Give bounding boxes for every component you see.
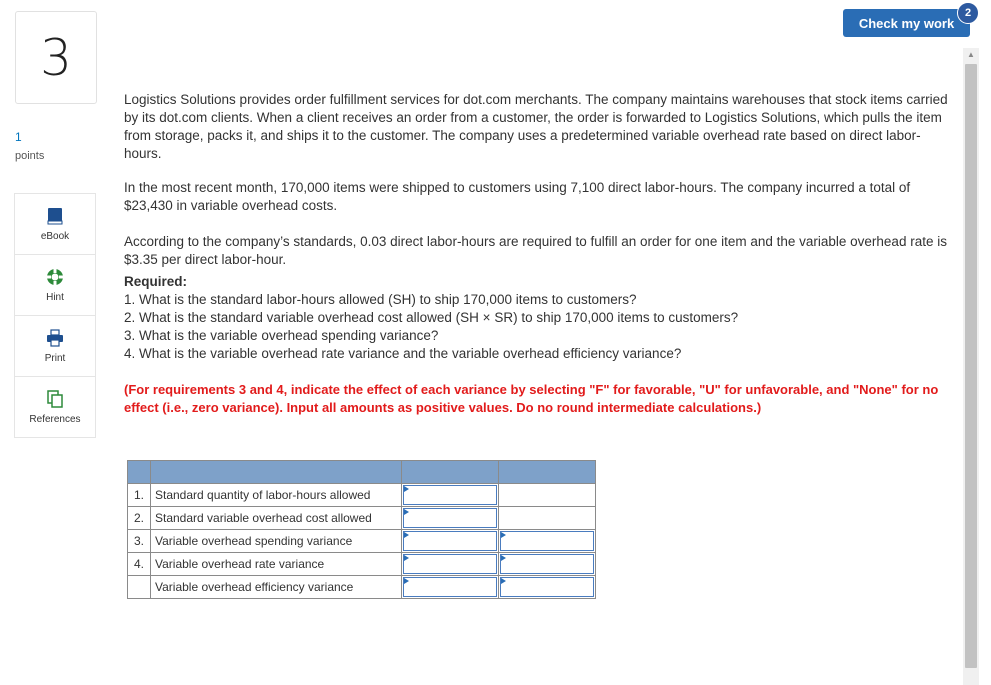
points-value: 1 [15, 130, 22, 144]
effect-select[interactable] [499, 553, 596, 576]
scrollbar-thumb[interactable] [965, 64, 977, 668]
table-row [128, 484, 596, 507]
table-header-row [128, 461, 596, 484]
problem-paragraph-3: According to the company’s standards, 0.03 direct labor-hours are required to fulfill an order for one item and the variable overhead rate is $3.35 per direct labor-hour. [124, 233, 947, 267]
row-number: 1. [128, 484, 151, 507]
problem-paragraph-1: Logistics Solutions provides order fulfillment services for dot.com merchants. The company maintains warehouses that stock items carried by its dot.com clients. When a client receives an order from a customer, the order is forwarded to Logistics Solutions, which pulls the item from storage, packs it, and ships it to the customer. The company uses a predetermined variable overhead rate based on direct labor-hours. [124, 91, 948, 161]
hint-label: Hint [46, 292, 64, 303]
effect-select[interactable] [499, 530, 596, 553]
amount-input[interactable] [402, 553, 499, 576]
problem-paragraph-2: In the most recent month, 170,000 items were shipped to customers using 7,100 direct labor-hours. The company incurred a total of $23,430 in variable overhead costs. [124, 179, 911, 213]
requirement-item: 4. What is the variable overhead rate variance and the variable overhead efficiency variance? [124, 346, 682, 361]
row-label: Variable overhead rate variance [151, 553, 402, 576]
row-label: Variable overhead efficiency variance [151, 576, 402, 599]
requirement-item: 1. What is the standard labor-hours allowed (SH) to ship 170,000 items to customers? [124, 292, 637, 307]
question-number-box [15, 11, 97, 104]
effect-select[interactable] [499, 576, 596, 599]
row-label: Variable overhead spending variance [151, 530, 402, 553]
row-label: Standard quantity of labor-hours allowed [151, 484, 402, 507]
lifebuoy-icon [45, 267, 65, 287]
instruction-note: (For requirements 3 and 4, indicate the effect of each variance by selecting "F" for favorable, "U" for unfavorable, and "None" for no effect (i.e., zero variance). Input all amounts as positive values. Do no round intermediate calculations.) [124, 382, 939, 415]
references-button[interactable] [14, 376, 96, 438]
points-label: points [15, 150, 45, 162]
table-row [128, 576, 596, 599]
empty-cell [499, 507, 596, 530]
requirement-item: 2. What is the standard variable overhead cost allowed (SH × SR) to ship 170,000 items to customers? [124, 310, 739, 325]
documents-icon [45, 389, 65, 409]
table-row [128, 553, 596, 576]
question-number: 3 [40, 28, 72, 87]
print-label: Print [44, 353, 66, 364]
references-label: References [29, 414, 81, 425]
scroll-up-icon[interactable]: ▲ [967, 50, 975, 59]
answer-table [127, 460, 596, 599]
requirement-item: 3. What is the variable overhead spending variance? [124, 328, 439, 343]
ebook-label: eBook [40, 231, 70, 242]
row-number [128, 576, 151, 599]
table-row [128, 530, 596, 553]
row-number: 4. [128, 553, 151, 576]
attempts-badge: 2 [957, 2, 979, 24]
print-button[interactable] [14, 315, 96, 376]
requirements [124, 273, 956, 363]
row-number: 3. [128, 530, 151, 553]
row-label: Standard variable overhead cost allowed [151, 507, 402, 530]
printer-icon [45, 328, 65, 348]
hint-button[interactable] [14, 254, 96, 315]
amount-input[interactable] [402, 507, 499, 530]
empty-cell [499, 484, 596, 507]
amount-input[interactable] [402, 484, 499, 507]
row-number: 2. [128, 507, 151, 530]
amount-input[interactable] [402, 576, 499, 599]
amount-input[interactable] [402, 530, 499, 553]
required-title: Required: [124, 274, 188, 289]
table-row [128, 507, 596, 530]
tool-sidebar [14, 193, 96, 438]
check-my-work-button[interactable]: Check my work [843, 9, 970, 37]
ebook-button[interactable] [14, 193, 96, 254]
book-icon [45, 206, 65, 226]
